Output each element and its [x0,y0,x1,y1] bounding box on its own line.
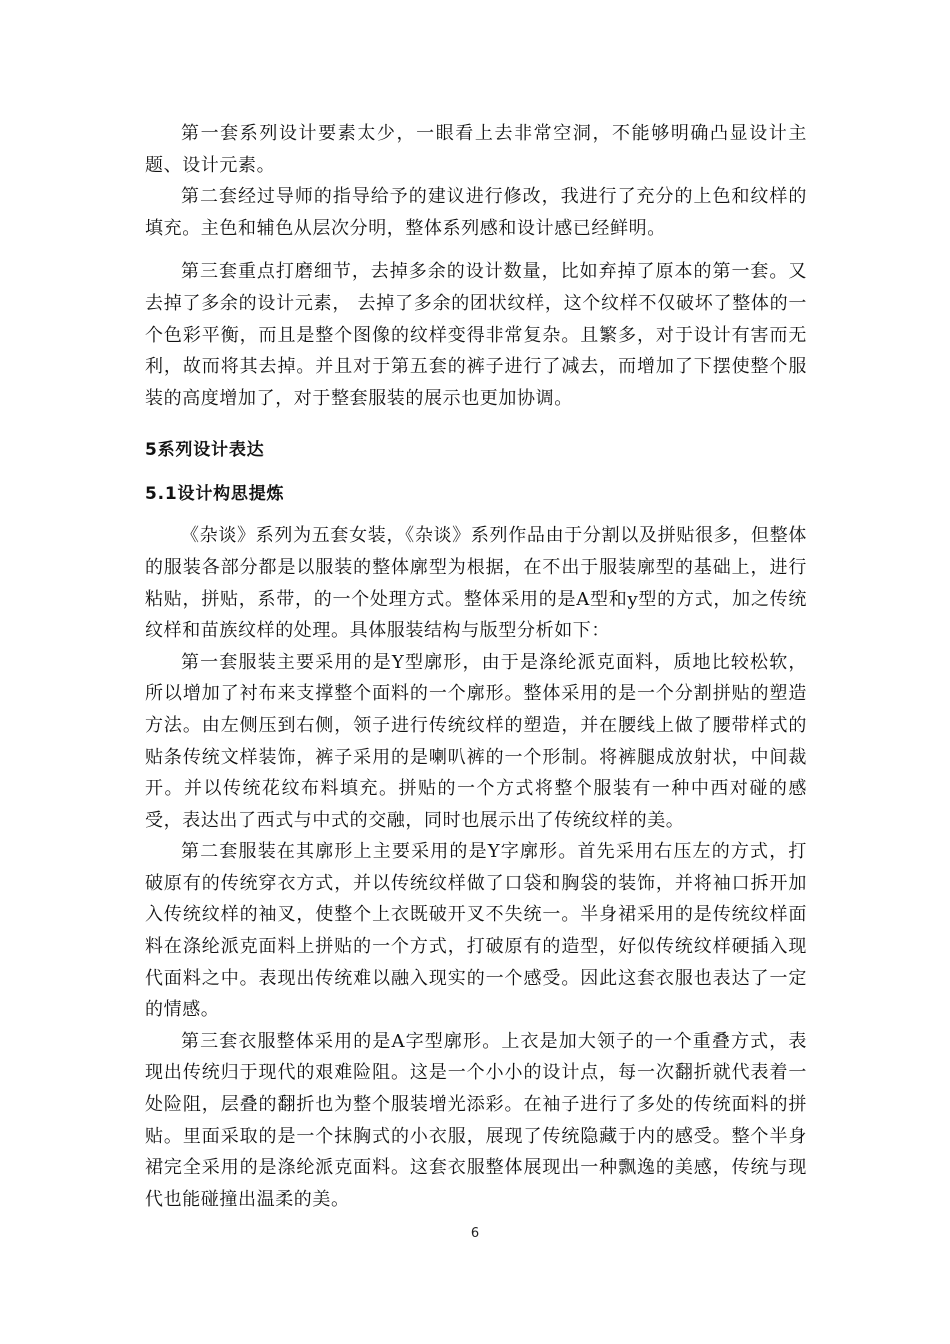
page-number: 6 [470,1226,480,1241]
section-heading: 5系列设计表达 [145,440,265,461]
paragraph-third-set: 第三套重点打磨细节，去掉多余的设计数量，比如弃掉了原本的第一套。又去掉了多余的设计元素， 去掉了多余的团状纹样，这个纹样不仅破坏了整体的一个色彩平衡，而且是整个图像的纹样变得非常复杂。且繁多，对于设计有害而无利，故而将其去掉。并且对于第五套的裤子进行了减去，而增加了下摆使整个服装的高度增加了，对于整套服装的展示也更加协调。 [145,261,807,409]
paragraph-first-set: 第一套系列设计要素太少，一眼看上去非常空洞，不能够明确凸显设计主题、设计元素。 [145,123,807,176]
paragraph-outfit-three: 第三套衣服整体采用的是A字型廓形。上衣是加大领子的一个重叠方式，表现出传统归于现代的艰难险阻。这是一个小小的设计点，每一次翻折就代表着一处险阻，层叠的翻折也为整个服装增光添彩。在袖子进行了多处的传统面料的拼贴。里面采取的是一个抹胸式的小衣服，展现了传统隐藏于内的感受。整个半身裙完全采用的是涤纶派克面料。这套衣服整体展现出一种飘逸的美感，传统与现代也能碰撞出温柔的美。 [145,1030,807,1210]
subsection-heading: 5.1设计构思提炼 [145,484,285,505]
paragraph-second-set: 第二套经过导师的指导给予的建议进行修改，我进行了充分的上色和纹样的填充。主色和辅色从层次分明，整体系列感和设计感已经鲜明。 [145,186,807,239]
paragraph-outfit-one: 第一套服装主要采用的是Y型廓形，由于是涤纶派克面料，质地比较松软，所以增加了衬布来支撑整个面料的一个廓形。整体采用的是一个分割拼贴的塑造方法。由左侧压到右侧，领子进行传统纹样的塑造，并在腰线上做了腰带样式的贴条传统文样装饰，裤子采用的是喇叭裤的一个形制。将裤腿成放射状，中间裁开。并以传统花纹布料填充。拼贴的一个方式将整个服装有一种中西对碰的感受，表达出了西式与中式的交融，同时也展示出了传统纹样的美。 [145,651,807,831]
paragraph-outfit-two: 第二套服装在其廓形上主要采用的是Y字廓形。首先采用右压左的方式，打破原有的传统穿衣方式，并以传统纹样做了口袋和胸袋的装饰，并将袖口拆开加入传统纹样的袖叉，使整个上衣既破开叉不失统一。半身裙采用的是传统纹样面料在涤纶派克面料上拼贴的一个方式，打破原有的造型，好似传统纹样硬插入现代面料之中。表现出传统难以融入现实的一个感受。因此这套衣服也表达了一定的情感。 [145,841,807,1021]
page-body [145,118,807,1215]
paragraph-series-overview: 《杂谈》系列为五套女装，《杂谈》系列作品由于分割以及拼贴很多，但整体的服装各部分都是以服装的整体廓型为根据，在不出于服装廓型的基础上，进行粘贴，拼贴，系带，的一个处理方式。整体采用的是A型和y型的方式，加之传统纹样和苗族纹样的处理。具体服装结构与版型分析如下： [145,525,807,642]
